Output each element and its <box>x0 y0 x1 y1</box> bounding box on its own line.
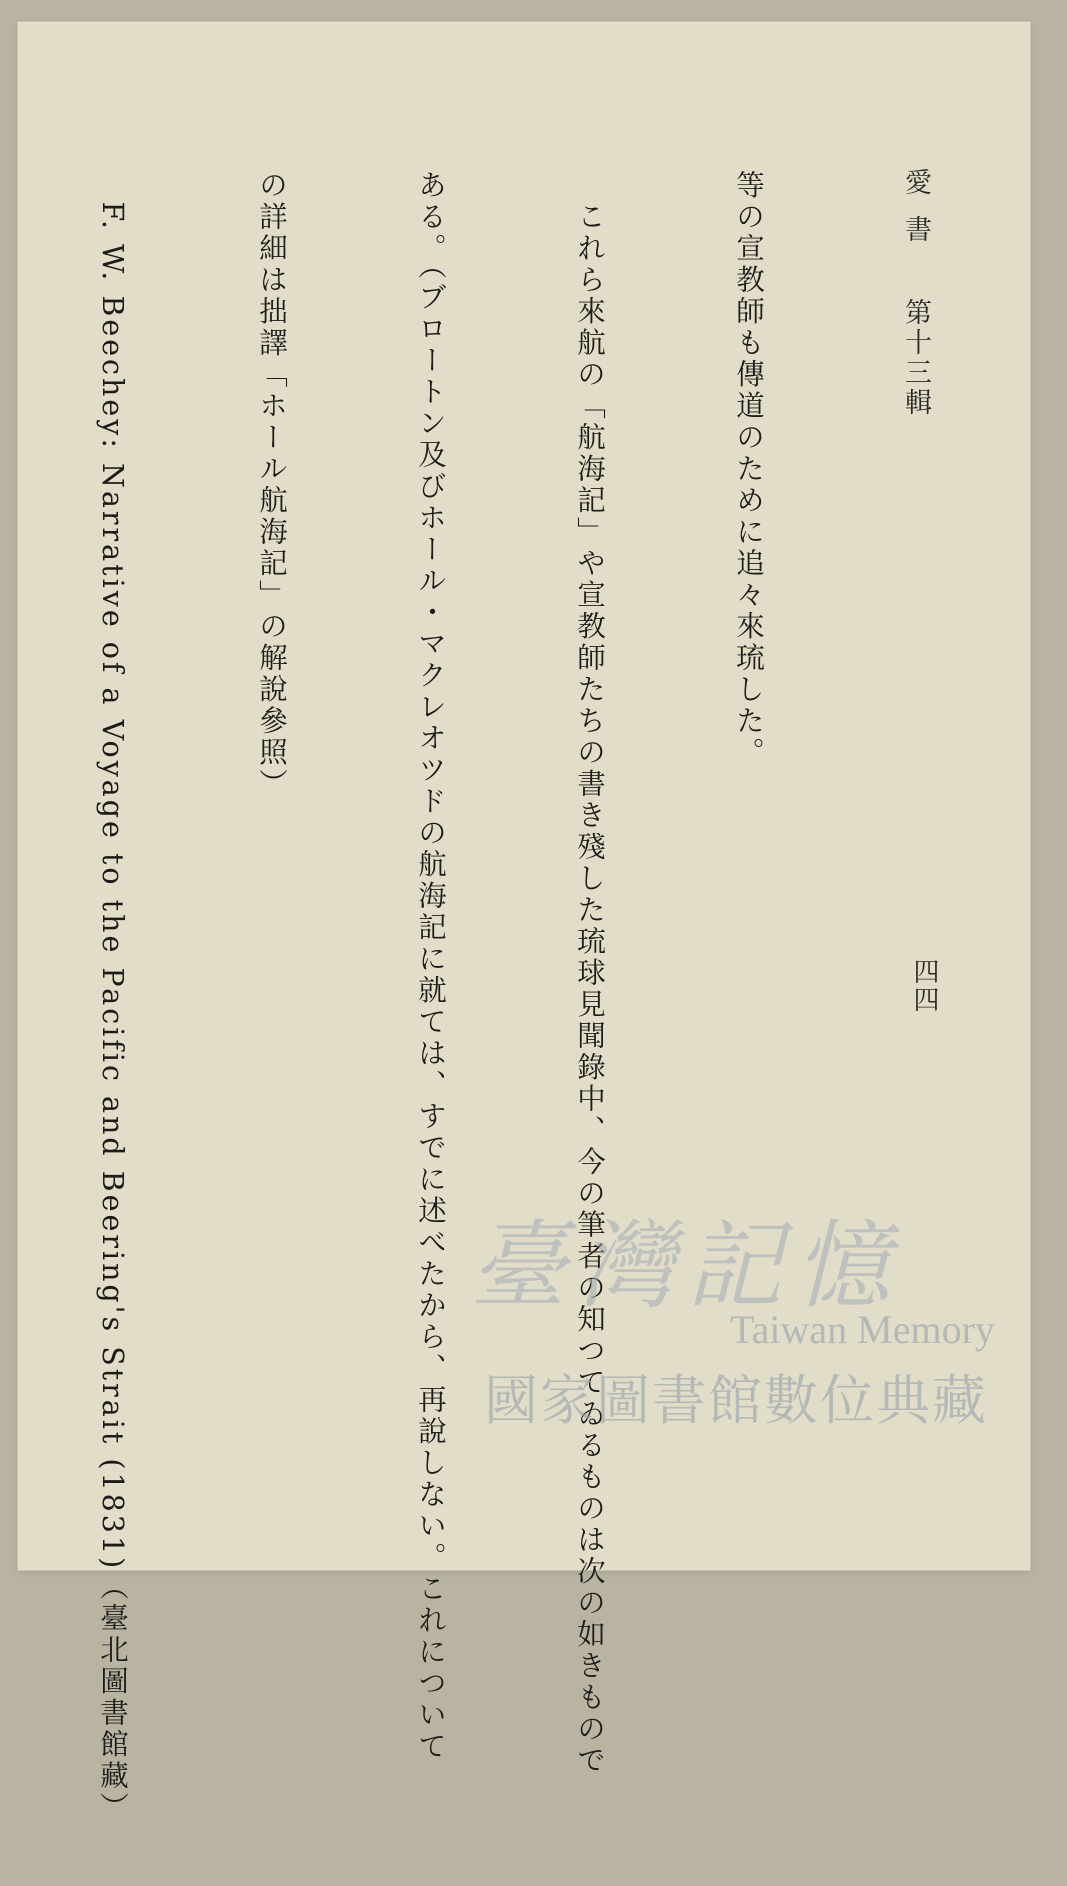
text-line: 等の宣教師も傳道のために追々來琉した。 <box>732 170 765 769</box>
text-line: の詳細は拙譯「ホール航海記」の解說參照） <box>255 170 288 800</box>
watermark-logo-text: 臺灣記憶 <box>470 1210 902 1322</box>
volume-number: 第十三輯 <box>900 298 931 418</box>
text-line: F. W. Beechey: Narrative of a Voyage to the Pacific and Beering's Strait (1831)（臺北圖書館藏） <box>96 170 129 1824</box>
body-text <box>96 170 881 1824</box>
text-line: ある。（ブロートン及びホール・マクレオツドの航海記に就ては、すでに述べたから、再說しない。これについて <box>414 170 447 1763</box>
running-header <box>902 168 929 418</box>
text-line: これら來航の「航海記」や宣教師たちの書き殘した琉球見聞錄中、今の筆者の知つてゐるものは次の如きもので <box>573 170 606 1777</box>
series-title: 愛書 <box>900 168 931 262</box>
watermark-organization: 國家圖書館數位典藏 <box>484 1369 988 1432</box>
page-number: 四四 <box>909 958 939 1014</box>
watermark-english: Taiwan Memory <box>730 1307 995 1352</box>
